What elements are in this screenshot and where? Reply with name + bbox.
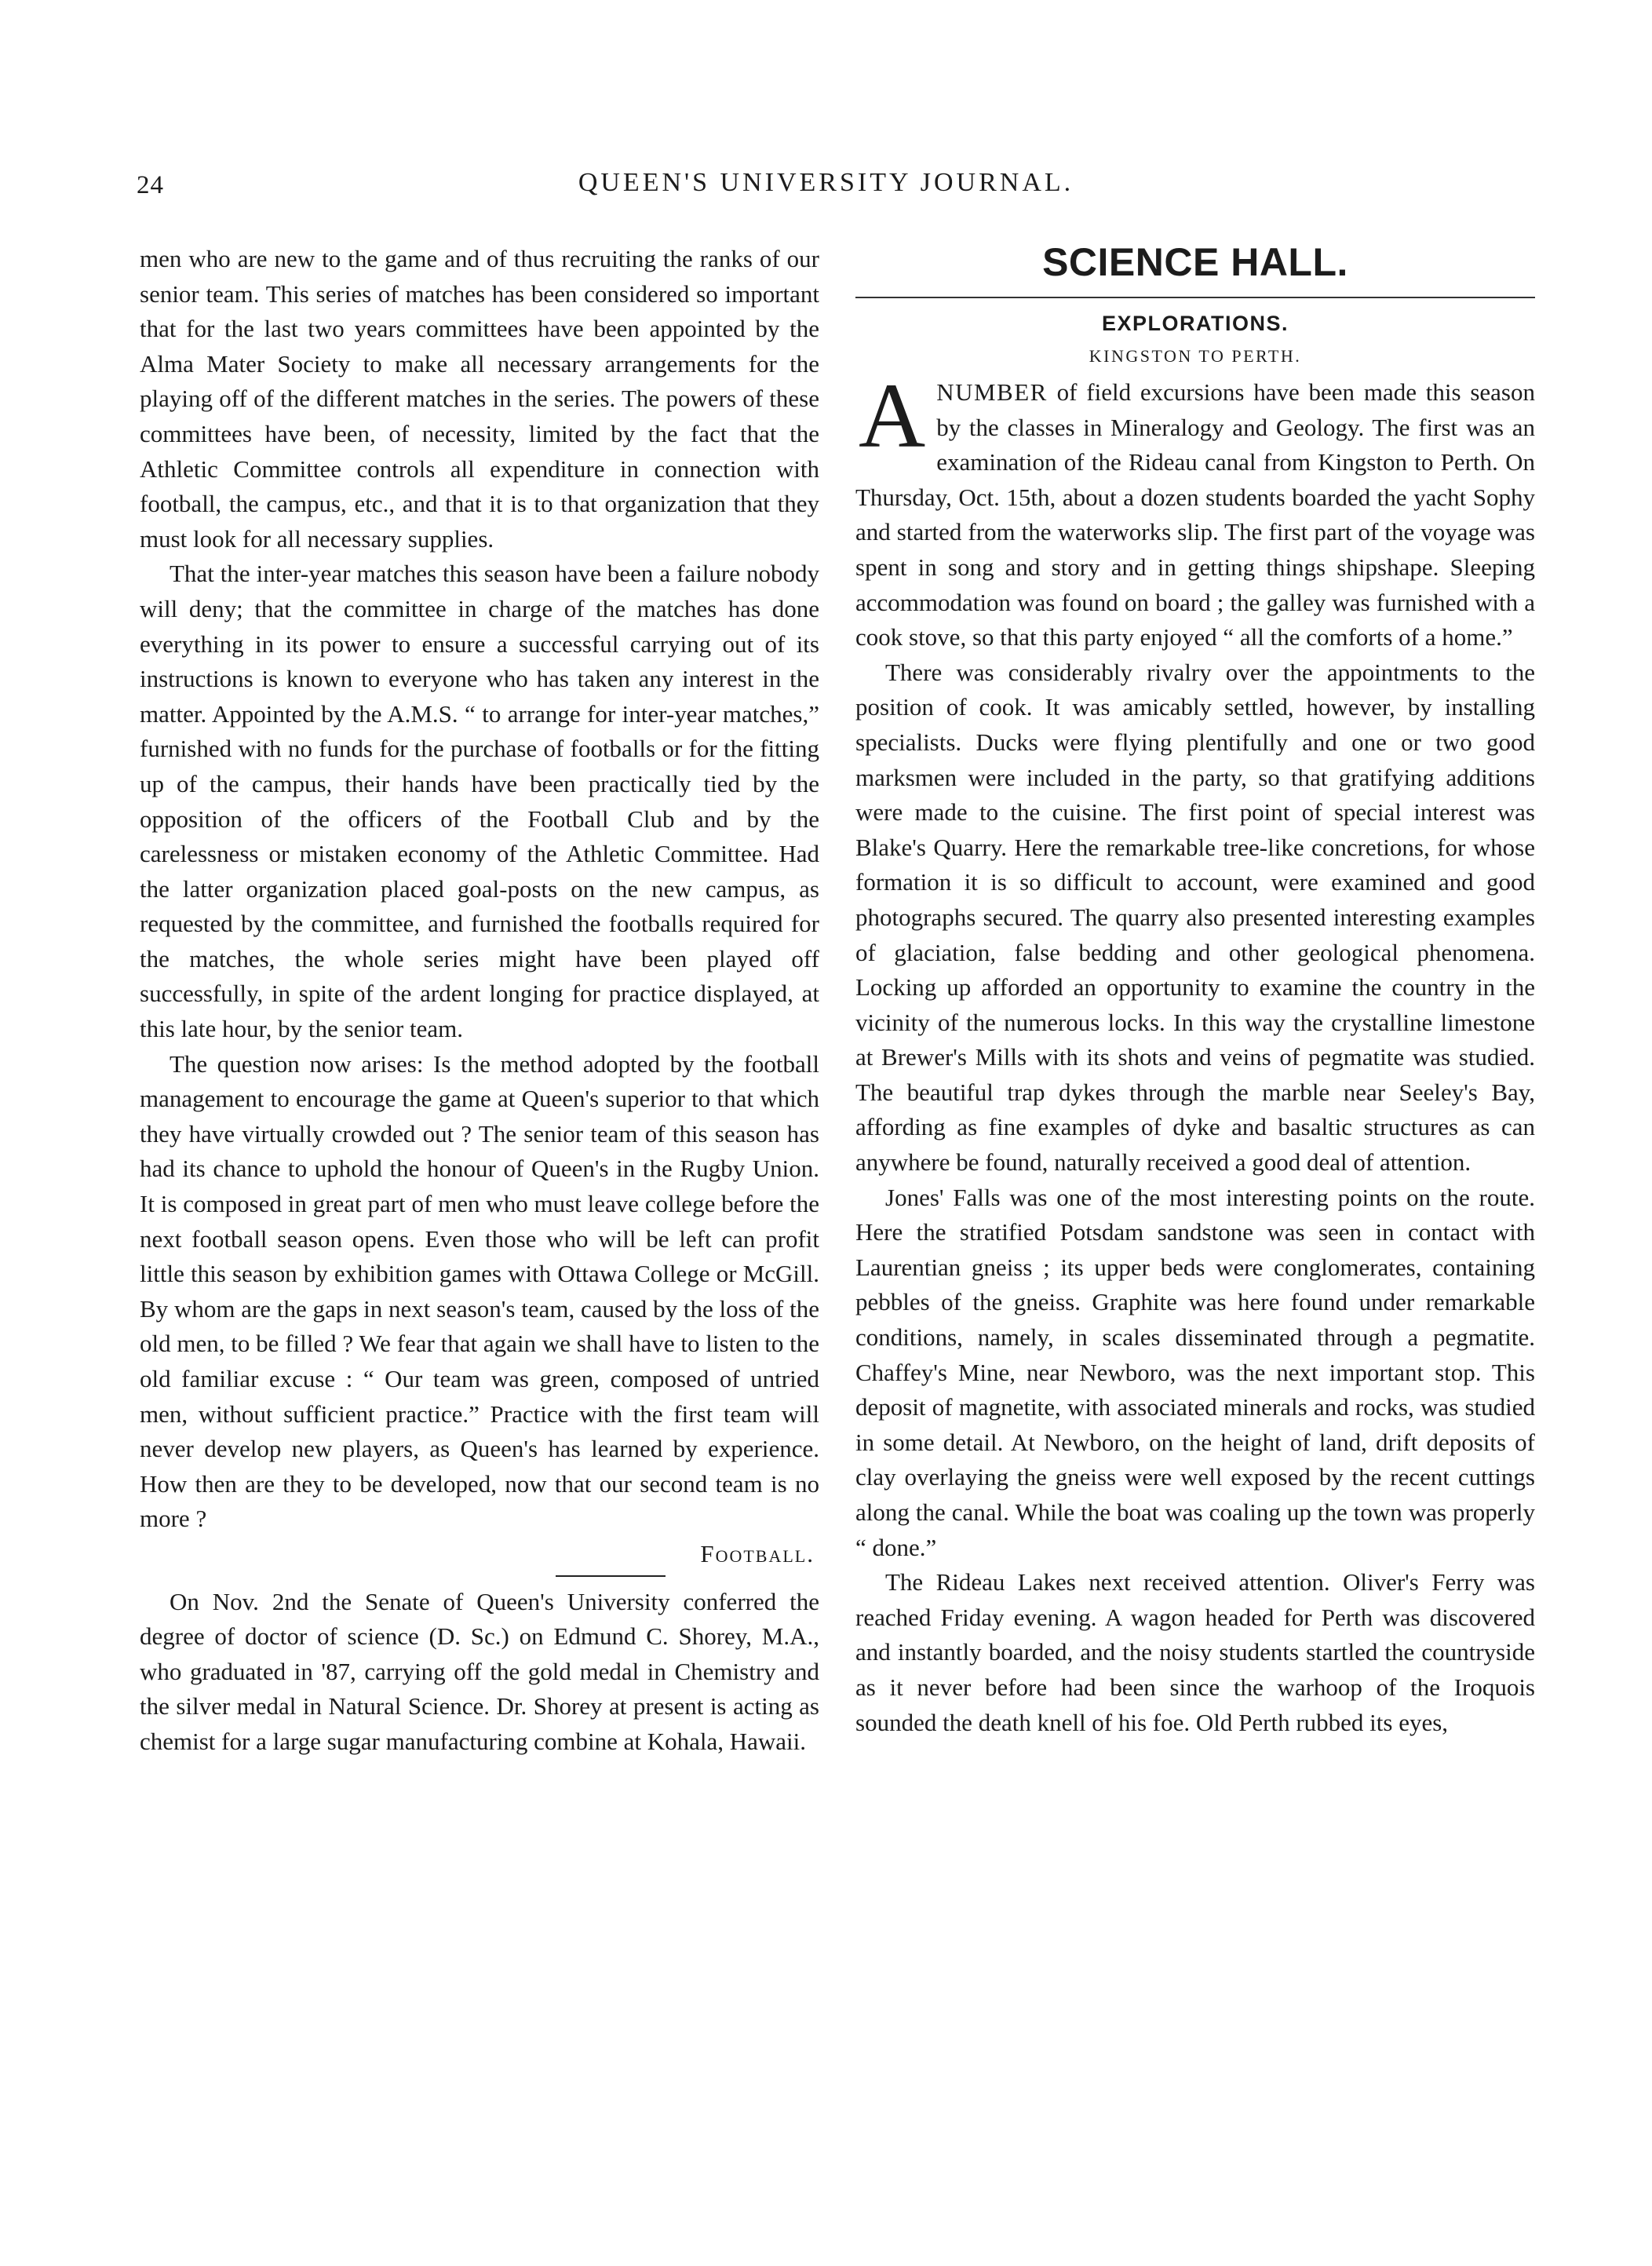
page-number: 24 <box>137 171 164 199</box>
paragraph: The Rideau Lakes next received attention. Oliver's Ferry was reached Friday evening. A wagon headed for Perth was discovered and instantly boarded, and the noisy students startled the countryside as it never before had been since the warhoop of the Iroquois sounded the death knell of his foe. Old Perth rubbed its eyes, <box>855 1568 1535 1736</box>
section-title: SCIENCE HALL. <box>1042 240 1348 284</box>
right-column <box>855 237 1535 1740</box>
paragraph: There was considerably rivalry over the appointments to the position of cook. It was amicably settled, however, by installing specialists. Ducks were flying plentifully and one or two good marksmen were included in the party, so that gratifying additions were made to the cuisine. The first point of special interest was Blake's Quarry. Here the remarkable tree-like concretions, for whose formation it is so difficult to account, were examined and good photographs secured. The quarry also presented interesting examples of glaciation, false bedding and other geological phenomena. Locking up afforded an opportunity to examine the country in the vicinity of the numerous locks. In this way the crystalline limestone at Brewer's Mills with its shots and veins of pegmatite was studied. The beautiful trap dykes through the marble near Seeley's Bay, affording as fine examples of dyke and basaltic structures as can anywhere be found, naturally received a good deal of attention. <box>855 658 1535 1177</box>
running-head: QUEEN'S UNIVERSITY JOURNAL. <box>578 168 1074 197</box>
section-divider <box>556 1575 666 1577</box>
paragraph: men who are new to the game and of thus recruiting the ranks of our senior team. This series of matches has been considered so important that for the last two years committees have been appointed by the Alma Mater Society to make all necessary arrangements for the playing off of the different matches in the series. The powers of these committees have been, of necessity, limited by the fact that the Athletic Committee controls all expenditure in connection with football, the campus, etc., and that it is to that organization that they must look for all necessary supplies. <box>140 245 819 553</box>
paragraph: On Nov. 2nd the Senate of Queen's University conferred the degree of doctor of science (D. Sc.) on Edmund C. Shorey, M.A., who graduated in '87, carrying off the gold medal in Chemistry and the silver medal in Natural Science. Dr. Shorey at present is acting as chemist for a large sugar manufacturing combine at Kohala, Hawaii. <box>140 1587 819 1755</box>
paragraph-text: of field excursions have been made this season by the classes in Mineralogy and Geology. The first was an examination of the Rideau canal from Kingston to Perth. On Thursday, Oct. 15th, about a dozen students boarded the yacht Sophy and started from the waterworks slip. The first part of the voyage was spent in song and story and in getting things shipshape. Sleeping accommodation was found on board ; the galley was furnished with a cook stove, so that this party enjoyed “ all the comforts of a home.” <box>855 378 1535 651</box>
lead-caps: NUMBER <box>936 378 1048 406</box>
article-title: EXPLORATIONS. <box>1101 312 1289 335</box>
author-signature: Football. <box>700 1539 815 1567</box>
article-subtitle: KINGSTON TO PERTH. <box>1089 346 1302 366</box>
section-rule <box>855 297 1535 298</box>
drop-cap: A <box>859 364 926 467</box>
paragraph: That the inter-year matches this season have been a failure nobody will deny; that the committee in charge of the matches has done everything in its power to ensure a successful carrying out of its instructions is known to everyone who has taken any interest in the matter. Appointed by the A.M.S. “ to arrange for inter-year matches,” furnished with no funds for the purchase of footballs or for the fitting up of the campus, their hands have been practically tied by the opposition of the officers of the Football Club and by the carelessness or mistaken economy of the Athletic Committee. Had the latter organization placed goal-posts on the new campus, as requested by the committee, and furnished the footballs required for the matches, the whole series might have been played off successfully, in spite of the ardent longing for practice displayed, at this late hour, by the senior team. <box>140 560 819 1043</box>
paragraph <box>855 364 1535 655</box>
paragraph: The question now arises: Is the method adopted by the football management to encourage the game at Queen's superior to that which they have virtually crowded out ? The senior team of this season has had its chance to uphold the honour of Queen's in the Rugby Union. It is composed in great part of men who must leave college before the next football season opens. Even those who will be left can profit little this season by exhibition games with Ottawa College or McGill. By whom are the gaps in next season's team, caused by the loss of the old men, to be filled ? We fear that again we shall have to listen to the old familiar excuse : “ Our team was green, composed of untried men, without sufficient practice.” Practice with the first team will never develop new players, as Queen's has learned by experience. How then are they to be developed, now that our second team is no more ? <box>140 1049 819 1533</box>
paragraph: Jones' Falls was one of the most interesting points on the route. Here the stratified Potsdam sandstone was seen in contact with Laurentian gneiss ; its upper beds were conglomerates, containing pebbles of the gneiss. Graphite was here found under remarkable conditions, namely, in scales disseminated through a pegmatite. Chaffey's Mine, near Newboro, was the next important stop. This deposit of magnetite, with associated minerals and rocks, was studied in some detail. At Newboro, on the height of land, drift deposits of clay overlaying the gneiss were well exposed by the recent cuttings along the canal. While the boat was coaling up the town was properly “ done.” <box>855 1183 1535 1561</box>
left-column <box>140 242 819 1760</box>
